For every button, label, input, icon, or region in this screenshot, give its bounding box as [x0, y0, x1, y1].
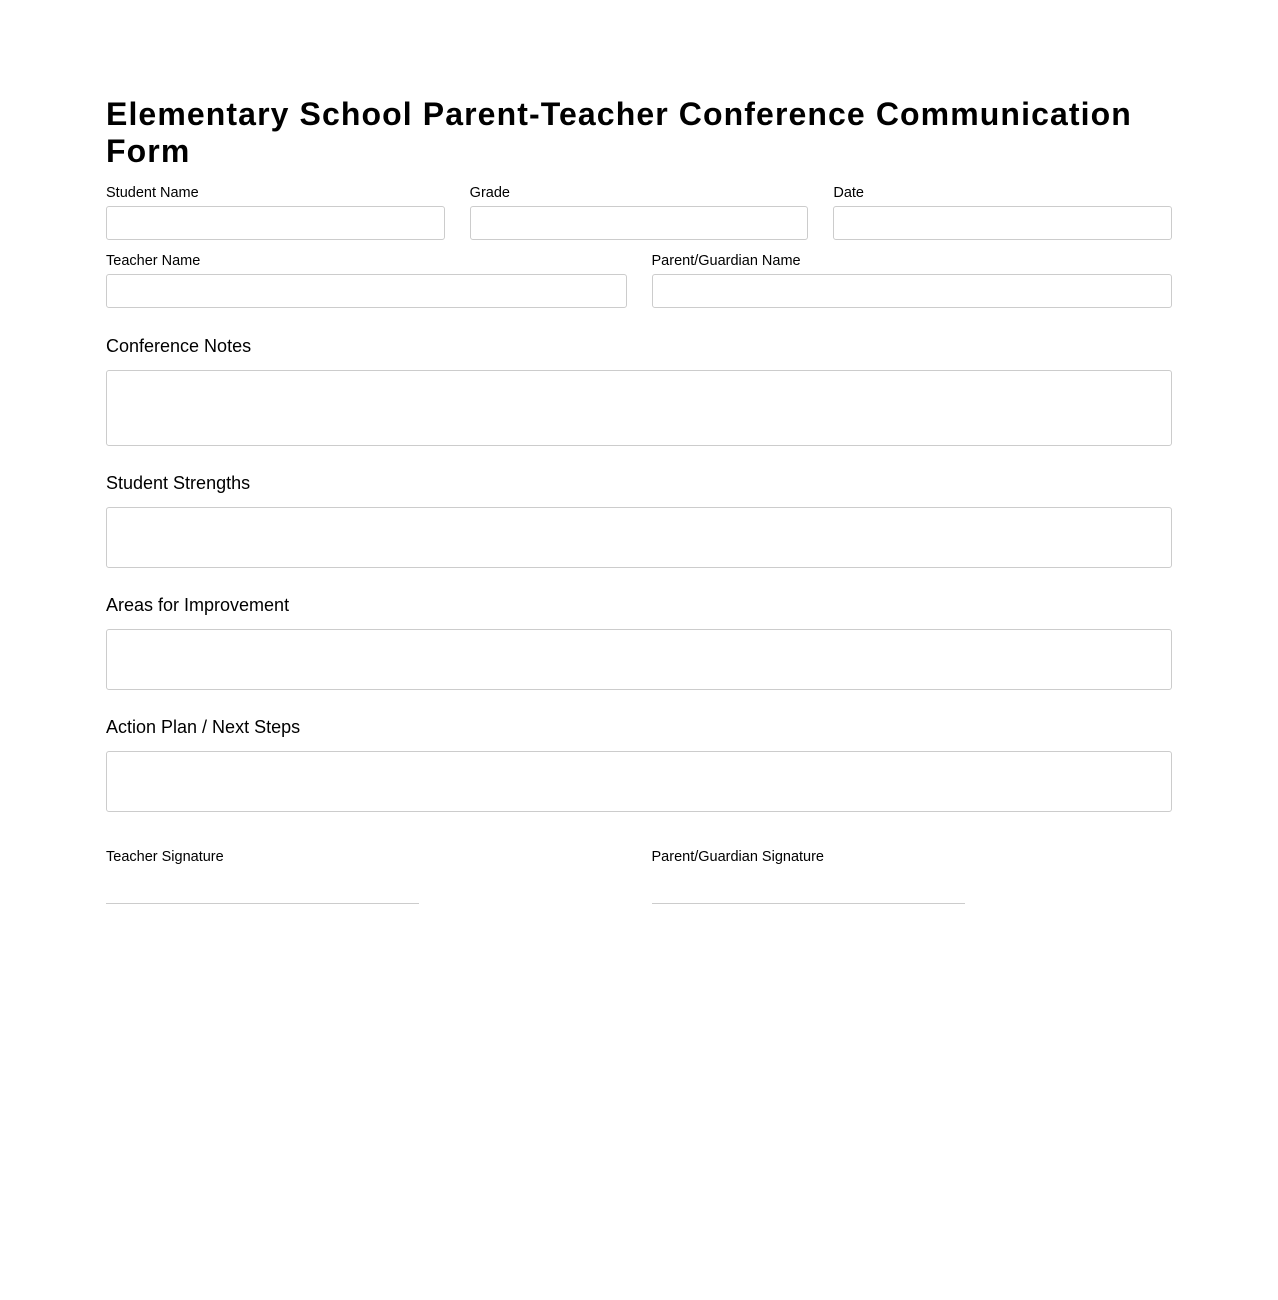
conference-form — [106, 96, 1172, 904]
date-label: Date — [833, 185, 864, 201]
student-name-field — [106, 185, 445, 240]
areas-for-improvement-label: Areas for Improvement — [106, 595, 290, 615]
grade-label: Grade — [469, 185, 510, 201]
action-plan-section — [106, 717, 1172, 812]
grade-input[interactable] — [470, 206, 809, 240]
student-name-label: Student Name — [106, 185, 199, 201]
conference-notes-label: Conference Notes — [106, 336, 252, 356]
parent-guardian-signature-line[interactable] — [652, 903, 965, 904]
areas-for-improvement-section — [106, 595, 1172, 690]
grade-field — [470, 185, 809, 240]
parent-guardian-signature-block — [652, 849, 1173, 904]
parent-guardian-signature-label: Parent/Guardian Signature — [651, 849, 824, 865]
student-strengths-label: Student Strengths — [106, 473, 251, 493]
teacher-signature-line[interactable] — [106, 903, 419, 904]
names-row — [106, 253, 1172, 308]
parent-guardian-name-input[interactable] — [652, 274, 1173, 308]
areas-for-improvement-textarea[interactable] — [106, 629, 1172, 690]
teacher-name-field — [106, 253, 627, 308]
teacher-signature-label: Teacher Signature — [106, 849, 224, 865]
page-title: Elementary School Parent-Teacher Conference Communication Form — [106, 96, 1132, 169]
teacher-name-input[interactable] — [106, 274, 627, 308]
student-info-row — [106, 185, 1172, 240]
parent-guardian-name-label: Parent/Guardian Name — [651, 253, 801, 269]
conference-notes-section — [106, 336, 1172, 446]
student-strengths-textarea[interactable] — [106, 507, 1172, 568]
action-plan-textarea[interactable] — [106, 751, 1172, 812]
date-field — [833, 185, 1172, 240]
teacher-name-label: Teacher Name — [106, 253, 201, 269]
conference-notes-textarea[interactable] — [106, 370, 1172, 446]
date-input[interactable] — [833, 206, 1172, 240]
action-plan-label: Action Plan / Next Steps — [106, 717, 301, 737]
signatures-row — [106, 849, 1172, 904]
teacher-signature-block — [106, 849, 627, 904]
parent-guardian-name-field — [652, 253, 1173, 308]
student-strengths-section — [106, 473, 1172, 568]
student-name-input[interactable] — [106, 206, 445, 240]
